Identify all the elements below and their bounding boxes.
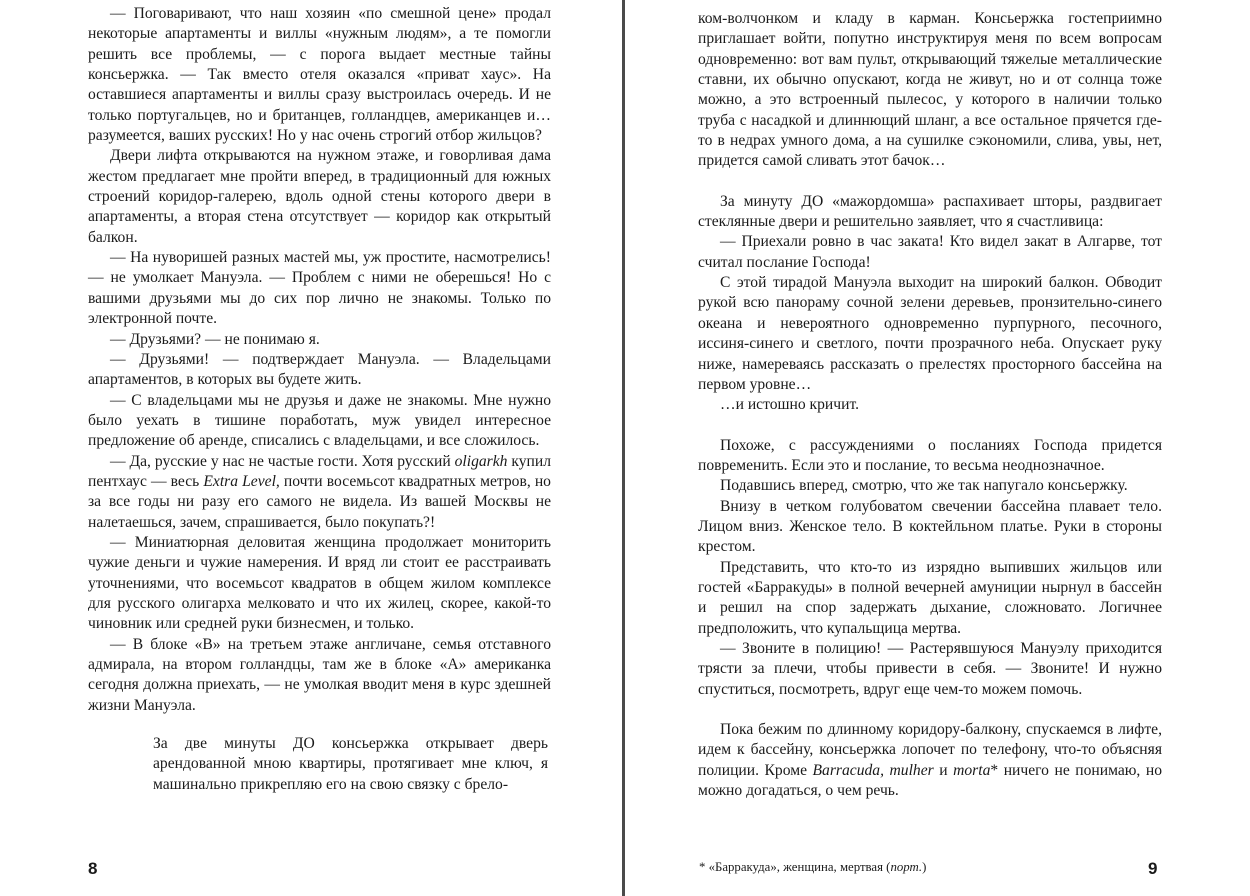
page-number: 8 bbox=[88, 859, 98, 878]
emphasis: Barracuda, mulher bbox=[812, 761, 934, 779]
paragraph-last: Пока бежим по длинному коридору-балкону, спускаемся в лифте, идем к бассейну, консьержка лопочет по телефону, что-то объясняя полиции. Кроме Barracuda, mulher и morta* ничего не понимаю, но можно догадаться, о чем речь. bbox=[698, 721, 1162, 800]
paragraph-scene-break: За две минуты ДО консьержка открывает дверь арендованной мною квартиры, протягивает мне ключ, я машинально прикрепляю его на свою связку с брело- bbox=[153, 735, 548, 793]
emphasis: oligarkh bbox=[454, 452, 508, 470]
footnote: * «Барракуда», женщина, мертвая (порт.) bbox=[699, 860, 927, 874]
left-page bbox=[0, 0, 624, 896]
paragraph-oligarch: — Да, русские у нас не частые гости. Хотя русский oligarkh купил пентхаус — весь Extra Level, почти восемьсот квадратных метров, но за все годы ни разу его самого не видела. Из вашей Москвы не налетаешься, зачем, спрашивается, было покупать?! bbox=[88, 452, 551, 531]
right-page bbox=[626, 0, 1250, 896]
paragraph: — Друзьями! — подтверждает Мануэла. — Владельцами апартаментов, в которых вы будете жить. bbox=[88, 350, 551, 389]
paragraph: Представить, что кто-то из изрядно выпивших жильцов или гостей «Барракуды» в полной вечерней амуниции нырнул в бассейн и решил на спор задержать дыхание, сложновато. Логичнее предположить, что купальщица мертва. bbox=[698, 558, 1162, 637]
emphasis: Extra Level, bbox=[203, 472, 280, 490]
left-page-text bbox=[88, 4, 551, 795]
paragraph: — Звоните в полицию! — Растерявшуюся Мануэлу приходится трясти за плечи, чтобы привести в себя. — Звоните! И нужно спуститься, посмотреть, вдруг еще чем-то можем помочь. bbox=[698, 639, 1162, 698]
emphasis: morta bbox=[953, 761, 991, 779]
paragraph: — Друзьями? — не понимаю я. bbox=[110, 330, 320, 348]
page-gutter-divider bbox=[622, 0, 625, 896]
right-page-text bbox=[698, 9, 1162, 801]
paragraph: Двери лифта открываются на нужном этаже, и говорливая дама жестом предлагает мне пройти вперед, в традиционный для южных строений коридор-галерею, вдоль одной стены которого двери в апартаменты, а вторая стена отсутствует — коридор как открытый балкон. bbox=[88, 147, 551, 246]
paragraph: — С владельцами мы не друзья и даже не знакомы. Мне нужно было уехать в тишине поработать, муж увидел интересное предложение об аренде, списались с владельцами, и все сложилось. bbox=[88, 391, 551, 450]
paragraph: — Поговаривают, что наш хозяин «по смешной цене» продал некоторые апартаменты и виллы «нужным людям», а те помогли решить все проблемы, — с порога выдает местные тайны консьержка. — Так вместо отеля оказался «приват хаус». На оставшиеся апартаменты и виллы сразу выстроилась очередь. И не только португальцев, но и британцев, голландцев, американцев и… разумеется, ваших русских! Но у нас очень строгий отбор жильцов? bbox=[88, 5, 551, 145]
paragraph: — На нуворишей разных мастей мы, уж простите, насмотрелись! — не умолкает Мануэла. — Проблем с ними не оберешься! Но с вашими друзьями мы до сих пор лично не знакомы. Только по электронной почте. bbox=[88, 249, 551, 328]
paragraph: Внизу в четком голубоватом свечении бассейна плавает тело. Лицом вниз. Женское тело. В коктейльном платье. Руки в стороны крестом. bbox=[698, 497, 1162, 556]
paragraph: …и истошно кричит. bbox=[720, 396, 860, 414]
paragraph: Похоже, с рассуждениями о посланиях Господа придется повременить. Если это и послание, то весьма неоднозначное. bbox=[698, 436, 1162, 474]
paragraph: Подавшись вперед, смотрю, что же так напугало консьержку. bbox=[720, 477, 1128, 495]
paragraph: — Миниатюрная деловитая женщина продолжает мониторить чужие деньги и чужие намерения. И вряд ли стоит ее расстраивать уточнениями, что восемьсот квадратов в общем жилом комплексе для русского олигарха мелковато и что их жилец, скорее, какой-то чиновник или средней руки бизнесмен, и только. bbox=[88, 533, 551, 633]
page-number: 9 bbox=[1148, 859, 1158, 878]
paragraph: — Приехали ровно в час заката! Кто видел закат в Алгарве, тот считал послание Господа! bbox=[698, 233, 1162, 271]
paragraph: С этой тирадой Мануэла выходит на широкий балкон. Обводит рукой всю панораму сочной зелени деревьев, пронзительно-синего океана и невероятного одновременно пурпурного, песочного, иссиня-синего и светлого, почти прозрачного неба. Опускает руку ниже, намереваясь рассказать о прелестях просторного бассейна на первом уровне… bbox=[698, 274, 1162, 393]
paragraph: ком-волчонком и кладу в карман. Консьержка гостеприимно приглашает войти, попутно инструктируя меня по всем вопросам одновременно: вот вам пульт, открывающий тяжелые металлические ставни, их обычно опускают, когда не живут, но и от солнца тоже можно, а это встроенный пылесос, у которого в наличии только труба с насадкой и длиннющий шланг, а все остальное прячется где-то в недрах умного дома, а на сушилке сэкономили, слива, увы, нет, придется самой сливать этот бачок… bbox=[698, 10, 1162, 170]
paragraph: За минуту ДО «мажордомша» распахивает шторы, раздвигает стеклянные двери и решительно заявляет, что я счастливица: bbox=[698, 192, 1162, 231]
paragraph: — В блоке «В» на третьем этаже англичане, семья отставного адмирала, на втором голландцы, там же в блоке «А» американка сегодня должна приехать, — не умолкая вводит меня в курс здешней жизни Мануэла. bbox=[88, 635, 551, 714]
